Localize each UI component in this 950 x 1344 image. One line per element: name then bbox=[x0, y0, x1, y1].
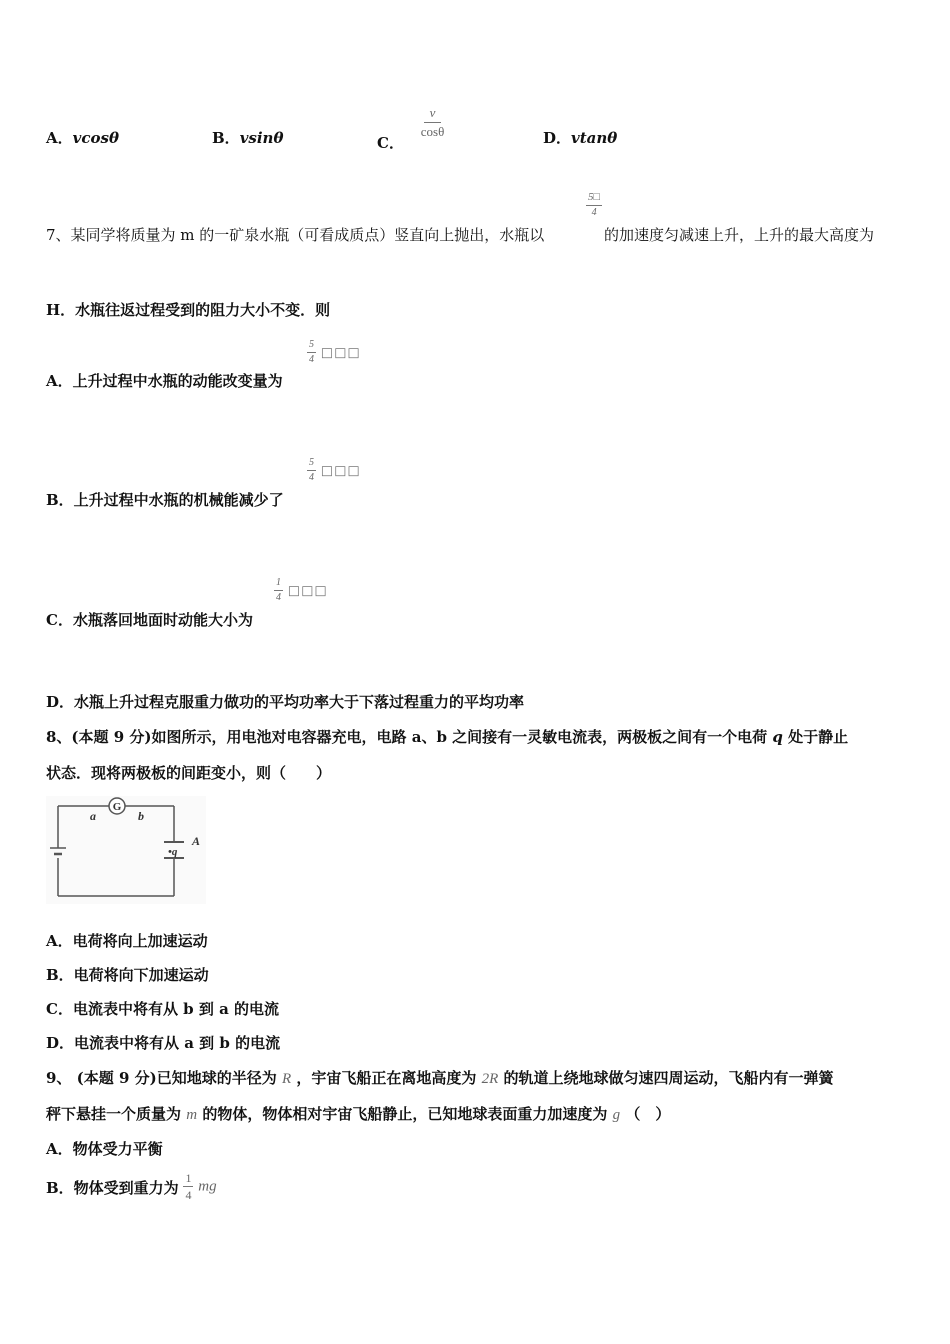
q7-option-b: B．上升过程中水瓶的机械能减少了 bbox=[46, 491, 284, 509]
fraction bbox=[421, 106, 445, 138]
q7-line2-text: H．水瓶往返过程受到的阻力大小不变．则 bbox=[46, 301, 331, 319]
q8-stem-line1 bbox=[46, 726, 848, 747]
charge-symbol: q bbox=[772, 728, 783, 746]
q7-stem-part1: 7、某同学将质量为 m 的一矿泉水瓶（可看成质点）竖直向上抛出，水瓶以 bbox=[46, 226, 545, 244]
q9-line2-text: 秤下悬挂一个质量为 bbox=[46, 1105, 182, 1123]
q7-option-c: C．水瓶落回地面时动能大小为 bbox=[46, 611, 253, 629]
q7-c-expression bbox=[274, 578, 328, 603]
q9-line2-end: （ ） bbox=[625, 1105, 671, 1123]
q8-option-d: D．电流表中将有从 a 到 b 的电流 bbox=[46, 1034, 281, 1052]
fraction-denominator: 4 bbox=[309, 472, 314, 483]
q8-option-c: C．电流表中将有从 b 到 a 的电流 bbox=[46, 1000, 280, 1018]
option-text: vsinθ bbox=[239, 129, 284, 147]
q9-line1-end: 的轨道上绕地球做匀速四周运动，飞船内有一弹簧 bbox=[503, 1069, 834, 1087]
fraction bbox=[307, 340, 316, 365]
fraction-numerator: 5 bbox=[307, 340, 316, 353]
q8-option-a: A．电荷将向上加速运动 bbox=[46, 932, 208, 950]
q9-line2-mid: 的物体，物体相对宇宙飞船静止，已知地球表面重力加速度为 bbox=[202, 1105, 608, 1123]
fraction-numerator: 1 bbox=[185, 1171, 192, 1185]
option-label: C． bbox=[377, 134, 404, 152]
q8-option-b: B．电荷将向下加速运动 bbox=[46, 966, 209, 984]
q6-option-b bbox=[212, 127, 283, 148]
option-text: B．物体受到重力为 bbox=[46, 1178, 179, 1197]
fraction-denominator: 4 bbox=[276, 592, 281, 603]
q9-line1-text: 9、 (本题 9 分)已知地球的半径为 bbox=[46, 1069, 277, 1087]
q8-line1-end: 处于静止 bbox=[788, 728, 849, 746]
fraction-denominator: 4 bbox=[185, 1188, 192, 1202]
fraction bbox=[307, 458, 316, 483]
option-label: D． bbox=[543, 129, 572, 147]
q8-line1-text: 8、(本题 9 分)如图所示，用电池对电容器充电，电路 a、b 之间接有一灵敏电流表，两极板之间有一个电荷 bbox=[46, 728, 768, 746]
height-symbol: 2R bbox=[481, 1071, 499, 1087]
plate-a-label: A bbox=[192, 834, 201, 848]
q9-stem-line2 bbox=[46, 1103, 670, 1124]
fraction-numerator: 5□ bbox=[586, 192, 602, 206]
mg-symbol: mg bbox=[198, 1178, 217, 1195]
gravity-symbol: g bbox=[612, 1107, 621, 1123]
q7-b-expression bbox=[307, 458, 361, 483]
figure-background bbox=[46, 796, 206, 904]
q7-option-a: A．上升过程中水瓶的动能改变量为 bbox=[46, 372, 283, 390]
q7-a-expression bbox=[307, 340, 361, 365]
charge-label: •q bbox=[168, 846, 178, 858]
q7-option-d: D．水瓶上升过程克服重力做功的平均功率大于下落过程重力的平均功率 bbox=[46, 693, 525, 711]
fraction-numerator: 5 bbox=[307, 458, 316, 471]
node-a-label: a bbox=[90, 809, 96, 823]
option-label: A． bbox=[46, 129, 73, 147]
q9-option-a: A．物体受力平衡 bbox=[46, 1140, 163, 1158]
fraction-denominator: 4 bbox=[591, 207, 597, 218]
mass-symbol: m bbox=[186, 1107, 198, 1123]
q9-stem-line1 bbox=[46, 1067, 834, 1088]
q9-line1-mid: ，宇宙飞船正在离地高度为 bbox=[296, 1069, 477, 1087]
galvanometer-label: G bbox=[112, 801, 122, 813]
fraction-numerator: 1 bbox=[274, 578, 283, 591]
q7-stem-part2: 的加速度匀减速上升，上升的最大高度为 bbox=[604, 226, 875, 244]
option-text: vcosθ bbox=[72, 129, 119, 147]
fraction-denominator: 4 bbox=[309, 354, 314, 365]
fraction bbox=[586, 192, 602, 218]
q6-option-a bbox=[46, 127, 119, 148]
q6-option-d bbox=[543, 127, 617, 148]
missing-glyphs: □□□ bbox=[320, 345, 361, 361]
radius-symbol: R bbox=[281, 1071, 292, 1087]
fraction-denominator: cosθ bbox=[420, 124, 445, 139]
q7-accel-fraction bbox=[586, 192, 602, 218]
node-b-label: b bbox=[138, 809, 144, 823]
option-label: B． bbox=[212, 129, 240, 147]
q8-stem-line2: 状态．现将两极板的间距变小，则（ ） bbox=[46, 764, 332, 782]
fraction bbox=[274, 578, 283, 603]
fraction bbox=[183, 1172, 193, 1201]
q7-stem-line2 bbox=[46, 299, 330, 320]
missing-glyphs: □□□ bbox=[287, 583, 328, 599]
missing-glyphs: □□□ bbox=[320, 463, 361, 479]
fraction-numerator: v bbox=[424, 106, 442, 123]
q6-option-c bbox=[377, 105, 445, 152]
circuit-diagram bbox=[46, 796, 206, 904]
q9-option-b bbox=[46, 1172, 217, 1201]
option-text: vtanθ bbox=[571, 129, 618, 147]
